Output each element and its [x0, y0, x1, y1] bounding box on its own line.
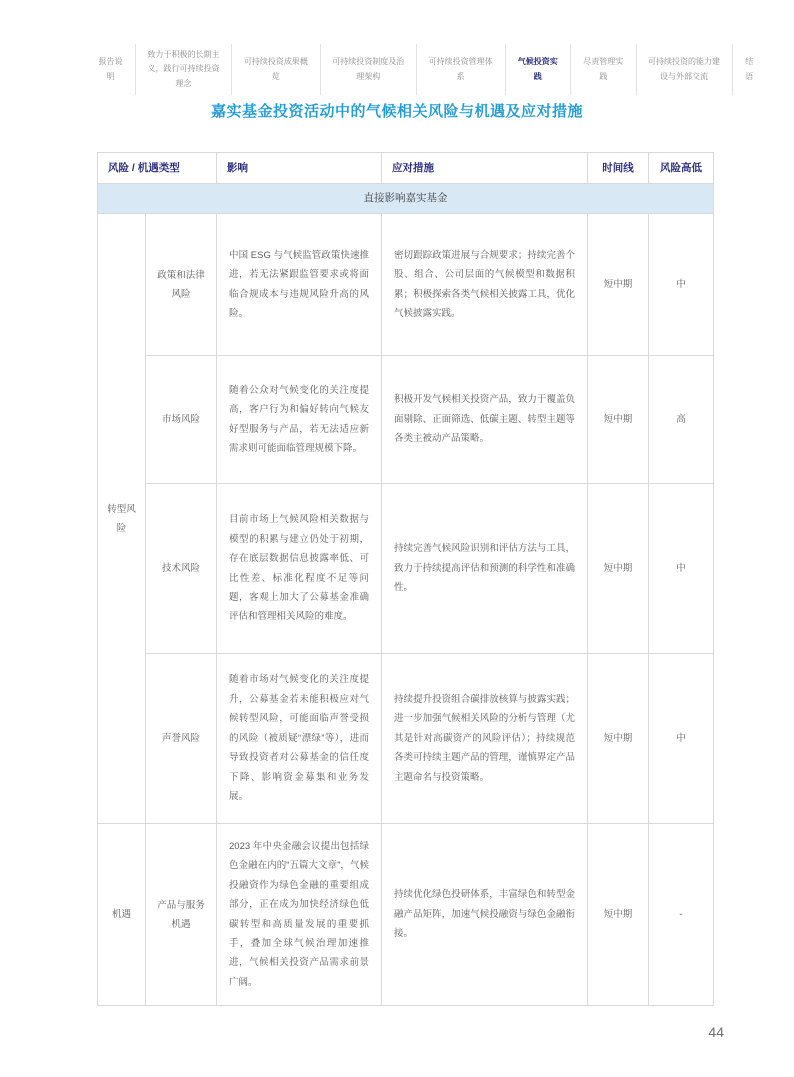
risk-measures: 密切跟踪政策进展与合规要求；持续完善个股、组合、公司层面的气候模型和数据积累；积极探索各类气候相关披露工具，优化气候披露实践。 [382, 214, 588, 356]
top-section-nav [86, 44, 766, 95]
table-row-product-service-opportunity [98, 824, 714, 1006]
page-title: 嘉实基金投资活动中的气候相关风险与机遇及应对措施 [210, 103, 583, 120]
nav-item-governance[interactable]: 可持续投资制度及治理架构 [321, 44, 417, 95]
risk-timeline: 短中期 [588, 214, 649, 356]
table-row-policy-legal-risk [98, 214, 714, 356]
header-type: 风险 / 机遇类型 [98, 153, 217, 184]
header-measures: 应对措施 [382, 153, 588, 184]
risk-measures: 持续完善气候风险识别和评估方法与工具，致力于持续提高评估和预测的科学性和准确性。 [382, 484, 588, 654]
risk-timeline: 短中期 [588, 356, 649, 484]
opportunity-risk-level: - [649, 824, 714, 1006]
climate-risk-table [97, 152, 714, 1006]
nav-item-climate-investment-active[interactable]: 气候投资实践 [506, 44, 572, 95]
risk-impact: 中国 ESG 与气候监管政策快速推进，若无法紧跟监管要求或将面临合规成本与违规风险升高的风险。 [217, 214, 382, 356]
nav-item-results-overview[interactable]: 可持续投资成果概览 [232, 44, 321, 95]
opportunity-impact: 2023 年中央金融会议提出包括绿色金融在内的“五篇大文章”，气候投融资作为绿色金融的重要组成部分，正在成为加快经济绿色低碳转型和高质量发展的重要抓手，叠加全球气候治理加速推进，气候相关投资产品需求前景广阔。 [217, 824, 382, 1006]
risk-type: 政策和法律风险 [146, 214, 217, 356]
header-risk-level: 风险高低 [649, 153, 714, 184]
risk-level: 高 [649, 356, 714, 484]
group-label-transition-risk: 转型风险 [98, 214, 146, 824]
nav-item-conclusion[interactable]: 结语 [745, 57, 754, 81]
risk-level: 中 [649, 654, 714, 824]
table-header-row [98, 153, 714, 184]
opportunity-type: 产品与服务机遇 [146, 824, 217, 1006]
header-impact: 影响 [217, 153, 382, 184]
risk-type: 技术风险 [146, 484, 217, 654]
risk-timeline: 短中期 [588, 484, 649, 654]
nav-item-management-system[interactable]: 可持续投资管理体系 [417, 44, 506, 95]
table-row-reputation-risk [98, 654, 714, 824]
page-number: 44 [708, 1024, 724, 1040]
nav-item-stewardship[interactable]: 尽责管理实践 [571, 44, 637, 95]
nav-item-long-termism[interactable]: 致力于积极的长期主义，践行可持续投资理念 [136, 44, 232, 95]
risk-measures: 持续提升投资组合碳排放核算与披露实践；进一步加强气候相关风险的分析与管理（尤其是针对高碳资产的风险评估）；持续规范各类可持续主题产品的管理，谨慎界定产品主题命名与投资策略。 [382, 654, 588, 824]
section-row-direct-impact [98, 184, 714, 214]
section-label: 直接影响嘉实基金 [98, 184, 714, 214]
opportunity-timeline: 短中期 [588, 824, 649, 1006]
risk-level: 中 [649, 214, 714, 356]
opportunity-measures: 持续优化绿色投研体系，丰富绿色和转型金融产品矩阵，加速气候投融资与绿色金融衔接。 [382, 824, 588, 1006]
nav-item-report-notes[interactable]: 报告说明 [86, 44, 136, 95]
risk-impact: 随着市场对气候变化的关注度提升，公募基金若未能积极应对气候转型风险，可能面临声誉受损的风险（被质疑“漂绿”等），进而导致投资者对公募基金的信任度下降、影响资金募集和业务发展。 [217, 654, 382, 824]
risk-impact: 随着公众对气候变化的关注度提高，客户行为和偏好转向气候友好型服务与产品，若无法适应新需求则可能面临管理规模下降。 [217, 356, 382, 484]
nav-item-capacity-building[interactable]: 可持续投资的能力建设与外部交流 [637, 44, 733, 95]
risk-type: 市场风险 [146, 356, 217, 484]
table-row-technology-risk [98, 484, 714, 654]
risk-level: 中 [649, 484, 714, 654]
risk-type: 声誉风险 [146, 654, 217, 824]
table-row-market-risk [98, 356, 714, 484]
header-timeline: 时间线 [588, 153, 649, 184]
risk-impact: 目前市场上气候风险相关数据与模型的积累与建立仍处于初期，存在底层数据信息披露率低、可比性差、标准化程度不足等问题，客观上加大了公募基金准确评估和管理相关风险的难度。 [217, 484, 382, 654]
group-label-opportunity: 机遇 [98, 824, 146, 1006]
risk-measures: 积极开发气候相关投资产品，致力于覆盖负面剔除、正面筛选、低碳主题、转型主题等各类主被动产品策略。 [382, 356, 588, 484]
risk-timeline: 短中期 [588, 654, 649, 824]
